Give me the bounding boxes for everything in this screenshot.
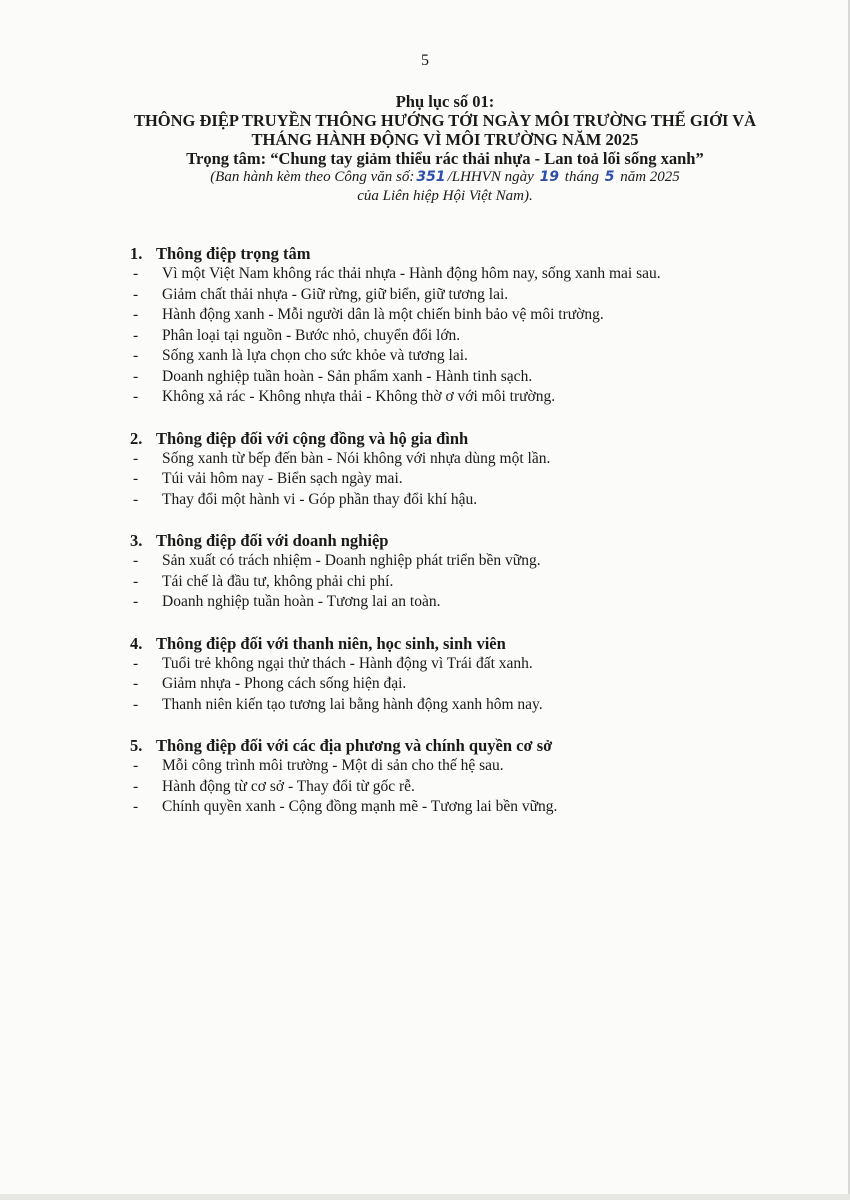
list-item-text: Túi vải hôm nay - Biển sạch ngày mai.	[162, 470, 403, 487]
bullet-dash: -	[133, 367, 139, 385]
bullet-dash: -	[133, 388, 139, 405]
section-title: Thông điệp đối với cộng đồng và hộ gia đình	[156, 428, 469, 448]
reference-prefix: (Ban hành kèm theo Công văn số:	[210, 169, 415, 185]
reference-line-2: của Liên hiệp Hội Việt Nam).	[357, 188, 533, 204]
reference-line	[60, 168, 830, 187]
section-number: 4.	[130, 633, 143, 653]
message-section	[130, 429, 810, 511]
handwritten-document-number: 351	[416, 169, 446, 185]
list-item-text: Doanh nghiệp tuần hoàn - Tương lai an toàn.	[162, 593, 441, 610]
message-sections	[130, 244, 810, 839]
list-item-text: Giảm chất thải nhựa - Giữ rừng, giữ biển, giữ tương lai.	[162, 285, 509, 303]
list-item-text: Sống xanh là lựa chọn cho sức khỏe và tương lai.	[162, 347, 468, 364]
list-item	[130, 367, 810, 388]
bullet-dash: -	[133, 306, 139, 323]
list-item	[130, 777, 810, 798]
bullet-dash: -	[133, 654, 139, 672]
message-section	[130, 244, 810, 408]
list-item-text: Sản xuất có trách nhiệm - Doanh nghiệp phát triển bền vững.	[162, 552, 541, 569]
list-item	[130, 695, 810, 716]
bullet-dash: -	[133, 593, 139, 610]
list-item-text: Tuổi trẻ không ngại thử thách - Hành động vì Trái đất xanh.	[162, 654, 533, 672]
scan-edge-bottom	[0, 1194, 850, 1200]
list-item	[130, 285, 810, 306]
list-item	[130, 592, 810, 613]
list-item	[130, 490, 810, 511]
list-item-text: Doanh nghiệp tuần hoàn - Sản phẩm xanh - Hành tinh sạch.	[162, 367, 533, 385]
section-title: Thông điệp đối với thanh niên, học sinh, sinh viên	[156, 633, 506, 653]
section-heading	[130, 429, 810, 449]
list-item	[130, 264, 810, 285]
list-item	[130, 305, 810, 326]
bullet-dash: -	[133, 285, 139, 303]
list-item-text: Thay đổi một hành vi - Góp phần thay đổi khí hậu.	[162, 490, 478, 508]
section-title: Thông điệp trọng tâm	[156, 244, 311, 263]
focus-statement: Trọng tâm: “Chung tay giảm thiểu rác thải nhựa - Lan toả lối sống xanh”	[186, 149, 704, 168]
section-number: 2.	[130, 428, 143, 448]
list-item	[130, 469, 810, 490]
section-heading	[130, 736, 810, 756]
list-item	[130, 449, 810, 470]
section-heading	[130, 244, 810, 264]
list-item-text: Hành động xanh - Mỗi người dân là một chiến binh bảo vệ môi trường.	[162, 306, 604, 323]
section-heading	[130, 634, 810, 654]
bullet-dash: -	[133, 265, 139, 282]
list-item	[130, 756, 810, 777]
bullet-dash: -	[133, 675, 139, 692]
list-item	[130, 654, 810, 675]
list-item-text: Mỗi công trình môi trường - Một di sản cho thế hệ sau.	[162, 757, 504, 774]
list-item-text: Tái chế là đầu tư, không phải chi phí.	[162, 572, 394, 590]
list-item-text: Chính quyền xanh - Cộng đồng mạnh mẽ - Tương lai bền vững.	[162, 798, 558, 815]
bullet-dash: -	[133, 695, 139, 713]
bullet-dash: -	[133, 490, 139, 508]
list-item-text: Giảm nhựa - Phong cách sống hiện đại.	[162, 675, 407, 692]
bullet-dash: -	[133, 798, 139, 815]
list-item	[130, 674, 810, 695]
list-item-text: Hành động từ cơ sở - Thay đổi từ gốc rễ.	[162, 777, 415, 795]
reference-mid-1: /LHHVN ngày	[447, 169, 534, 185]
appendix-label: Phụ lục số 01:	[395, 92, 495, 111]
list-item	[130, 387, 810, 408]
list-item	[130, 346, 810, 367]
handwritten-month: 5	[604, 169, 615, 185]
page-number: 5	[421, 52, 429, 69]
bullet-dash: -	[133, 552, 139, 569]
list-item-text: Thanh niên kiến tạo tương lai bằng hành động xanh hôm nay.	[162, 695, 543, 713]
list-item	[130, 551, 810, 572]
message-section	[130, 634, 810, 716]
bullet-dash: -	[133, 449, 139, 467]
list-item-text: Sống xanh từ bếp đến bàn - Nói không với nhựa dùng một lần.	[162, 449, 551, 467]
list-item	[130, 797, 810, 818]
list-item-text: Không xả rác - Không nhựa thải - Không thờ ơ với môi trường.	[162, 388, 556, 405]
bullet-dash: -	[133, 470, 139, 487]
document-header	[60, 92, 830, 206]
section-number: 1.	[130, 244, 143, 263]
message-section	[130, 736, 810, 818]
list-item	[130, 572, 810, 593]
section-title: Thông điệp đối với các địa phương và chính quyền cơ sở	[156, 736, 553, 755]
list-item-text: Phân loại tại nguồn - Bước nhỏ, chuyển đổi lớn.	[162, 326, 461, 344]
handwritten-day: 19	[539, 169, 560, 185]
document-title-line-2: THÁNG HÀNH ĐỘNG VÌ MÔI TRƯỜNG NĂM 2025	[251, 130, 639, 149]
list-item-text: Vì một Việt Nam không rác thải nhựa - Hành động hôm nay, sống xanh mai sau.	[162, 265, 661, 282]
reference-mid-2: tháng	[564, 169, 599, 185]
bullet-dash: -	[133, 757, 139, 774]
message-section	[130, 531, 810, 613]
document-title-line-1: THÔNG ĐIỆP TRUYỀN THÔNG HƯỚNG TỚI NGÀY MÔI TRƯỜNG THẾ GIỚI VÀ	[133, 111, 757, 130]
section-title: Thông điệp đối với doanh nghiệp	[156, 531, 389, 550]
section-number: 5.	[130, 736, 143, 755]
bullet-dash: -	[133, 326, 139, 344]
bullet-dash: -	[133, 572, 139, 590]
section-number: 3.	[130, 531, 143, 550]
reference-suffix: năm 2025	[620, 169, 680, 185]
list-item	[130, 326, 810, 347]
bullet-dash: -	[133, 777, 139, 795]
bullet-dash: -	[133, 347, 139, 364]
section-heading	[130, 531, 810, 551]
